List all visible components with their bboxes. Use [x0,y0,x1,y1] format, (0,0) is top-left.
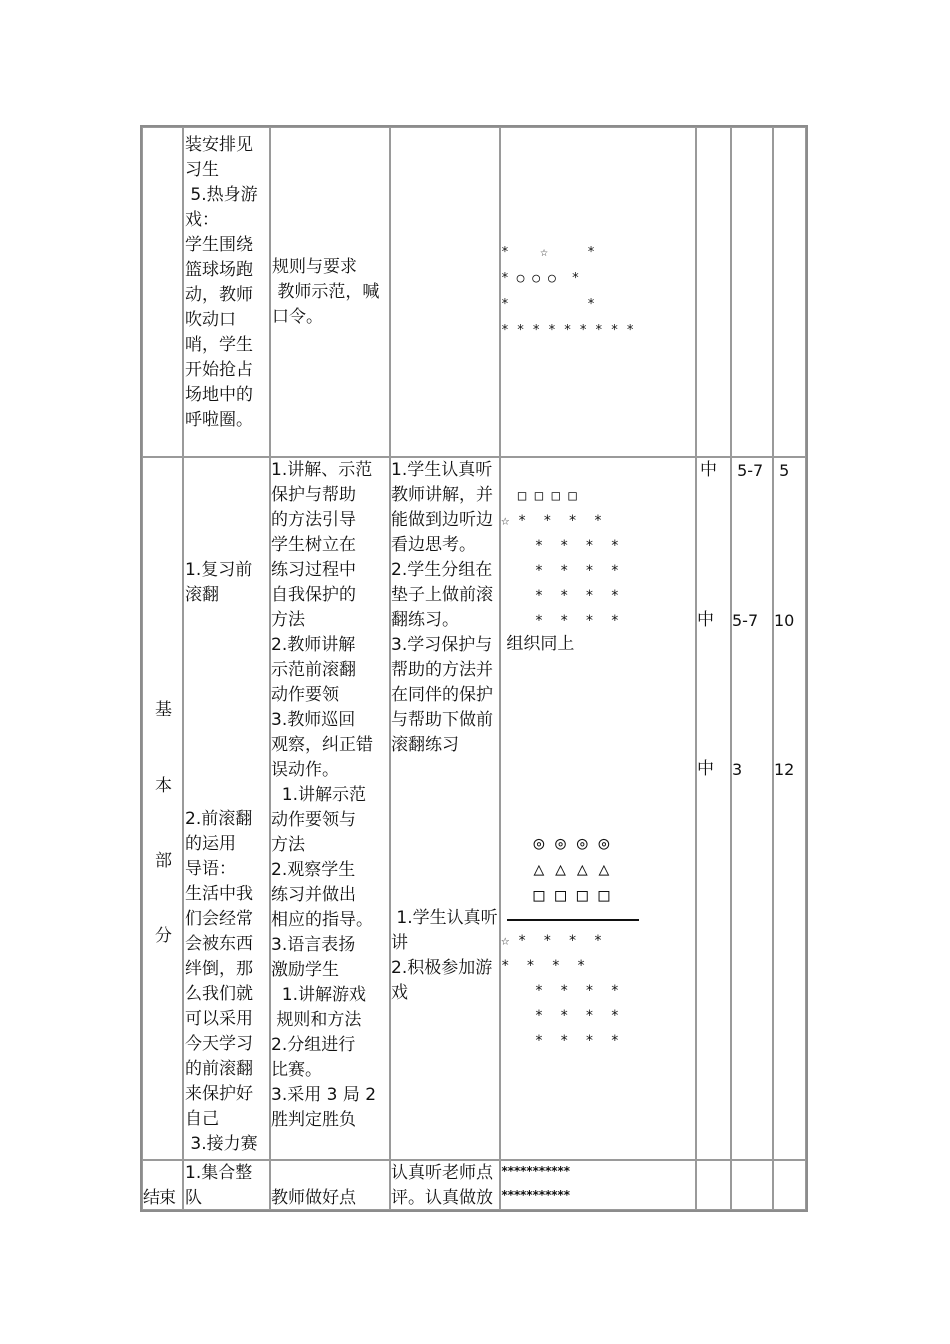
text-line: * * * * [501,588,620,604]
intensity-cell [696,1160,731,1210]
intensity-cell [696,127,731,457]
organization-cell [500,1160,696,1210]
student-text [391,1161,493,1210]
text-line: * * * * [501,563,620,579]
content-text [185,133,258,433]
text-line: 胜判定胜负 [271,1110,356,1130]
text-line: 方法 [271,835,305,855]
text-line: 场地中的 [185,385,253,405]
organization-note: 组织同上 [501,634,575,654]
section-cell [142,127,183,457]
formation-diagram [501,1160,569,1207]
formation-diagram [501,240,634,344]
text-line: * * * * [501,958,586,974]
text-line: 导语： [185,859,236,879]
table-row-main [142,457,806,1160]
text-line: 2.观察学生 [271,860,356,880]
text-line: 翻练习。 [391,610,459,630]
formation-diagram [501,484,619,634]
text-line: 滚翻 [185,585,219,605]
section-cell [142,1160,183,1210]
content-text [185,1161,252,1210]
lesson-plan-table [140,125,808,1212]
content-text [185,558,252,608]
text-line: 队 [185,1188,202,1208]
text-line: 3.采用 3 局 2 [271,1085,377,1105]
minutes-cell [773,1160,806,1210]
text-line: 绊倒，那 [185,959,253,979]
intensity-cell [696,457,731,1160]
text-line: ☆ * * * * [501,513,603,529]
text-line: 能做到边听边 [391,510,493,530]
text-line: 方法 [271,610,305,630]
teacher-text [272,255,379,330]
organization-cell [500,457,696,1160]
times-cell [731,127,773,457]
text-line: * * * * [501,538,620,554]
text-line: * * * * [501,613,620,629]
intensity-value: 中 [700,460,717,480]
text-line: 吹动口 [185,310,236,330]
text-line: 与帮助下做前 [391,710,493,730]
text-line: 口令。 [272,307,323,327]
text-line: 2.分组进行 [271,1035,356,1055]
table-row-ending [142,1160,806,1210]
teacher-cell [270,457,390,1160]
formation-diagram [501,831,609,909]
text-line: 1.讲解游戏 [271,985,367,1005]
section-char: 基 [155,700,172,720]
text-line: 1.集合整 [185,1163,253,1183]
text-line: 的前滚翻 [185,1059,253,1079]
student-cell [390,1160,500,1210]
teacher-text: 教师做好点 [271,1188,356,1208]
text-line: △ △ △ △ [501,859,610,880]
text-line: 保护与帮助 [271,485,356,505]
section-cell [142,457,183,1160]
table-row-warmup [142,127,806,457]
text-line: 3.学习保护与 [391,635,493,655]
text-line: 1.学生认真听 [391,460,493,480]
text-line: *********** [501,1164,570,1178]
text-line: ◎ ◎ ◎ ◎ [501,833,610,854]
text-line: 呼啦圈。 [185,410,253,430]
minutes-cell [773,457,806,1160]
text-line: 动，教师 [185,285,253,305]
text-line: 今天学习 [185,1034,253,1054]
text-line: 学生围绕 [185,235,253,255]
minutes-value: 10 [774,611,795,630]
times-value: 5-7 [732,611,759,630]
text-line: 规则与要求 [272,257,357,277]
text-line: 们会经常 [185,909,253,929]
student-cell [390,127,500,457]
text-line: 相应的指导。 [271,910,373,930]
text-line: 1.复习前 [185,560,253,580]
text-line: 自我保护的 [271,585,356,605]
text-line: 误动作。 [271,760,339,780]
text-line: 装安排见 [185,135,253,155]
content-text [185,807,258,1157]
text-line: 来保护好 [185,1084,253,1104]
teacher-cell [270,127,390,457]
text-line: 规则和方法 [271,1010,362,1030]
text-line: 2.学生分组在 [391,560,493,580]
text-line: 比赛。 [271,1060,322,1080]
times-value: 5-7 [732,461,764,480]
student-text [391,906,498,1006]
text-line: * ○ ○ ○ * [501,271,580,286]
text-line: * * [501,297,595,312]
content-cell [183,457,270,1160]
text-line: 讲 [391,933,408,953]
text-line: 教师讲解，并 [391,485,493,505]
teacher-text [271,458,376,1133]
text-line: 会被东西 [185,934,253,954]
times-cell [731,1160,773,1210]
text-line: 动作要领与 [271,810,356,830]
text-line: 2.积极参加游 [391,958,493,978]
text-line: 帮助的方法并 [391,660,493,680]
text-line: 1.讲解示范 [271,785,367,805]
section-label: 结束 [143,1188,175,1208]
text-line: 3.语言表扬 [271,935,356,955]
text-line: 看边思考。 [391,535,476,555]
text-line: 生活中我 [185,884,253,904]
text-line: 3.接力赛 [185,1134,258,1154]
text-line: * * * * [501,1008,620,1024]
text-line: 1.讲解、示范 [271,460,373,480]
text-line: 滚翻练习 [391,735,459,755]
organization-cell [500,127,696,457]
student-cell [390,457,500,1160]
text-line: * * * * [501,983,620,999]
text-line: 2.前滚翻 [185,809,253,829]
formation-diagram [501,929,619,1054]
text-line: □ □ □ □ [501,488,577,504]
section-char: 部 [155,851,172,871]
student-text [391,458,493,758]
text-line: 自己 [185,1109,219,1129]
text-line: 的方法引导 [271,510,356,530]
text-line: 激励学生 [271,960,339,980]
text-line: 篮球场跑 [185,260,253,280]
text-line: 3.教师巡回 [271,710,356,730]
text-line: 教师示范，喊 [272,282,380,302]
text-line: * * * * [501,1033,620,1049]
text-line: 1.学生认真听 [391,908,498,928]
text-line: 评。认真做放 [391,1188,493,1208]
minutes-value: 5 [774,461,790,480]
text-line: * * * * * * * * * [501,323,635,338]
content-cell [183,1160,270,1210]
text-line: ☆ * * * * [501,933,603,949]
section-char: 分 [155,926,172,946]
minutes-value: 12 [774,760,795,779]
text-line: 哨，学生 [185,335,253,355]
text-line: *********** [501,1188,570,1202]
text-line: 在同伴的保护 [391,685,493,705]
divider-line [507,919,639,921]
text-line: 2.教师讲解 [271,635,356,655]
text-line: □ □ □ □ [501,885,610,906]
text-line: 5.热身游 [185,185,258,205]
text-line: 开始抢占 [185,360,253,380]
text-line: * ☆ * [501,245,595,260]
text-line: 认真听老师点 [391,1163,493,1183]
text-line: 观察，纠正错 [271,735,373,755]
intensity-value: 中 [697,610,714,630]
text-line: 示范前滚翻 [271,660,356,680]
teacher-cell [270,1160,390,1210]
text-line: 学生树立在 [271,535,356,555]
text-line: 习生 [185,160,219,180]
text-line: 么我们就 [185,984,253,1004]
text-line: 动作要领 [271,685,339,705]
text-line: 的运用 [185,834,236,854]
text-line: 练习过程中 [271,560,356,580]
text-line: 戏 [391,983,408,1003]
text-line: 练习并做出 [271,885,356,905]
content-cell [183,127,270,457]
times-cell [731,457,773,1160]
minutes-cell [773,127,806,457]
text-line: 戏： [185,210,219,230]
text-line: 可以采用 [185,1009,253,1029]
text-line: 垫子上做前滚 [391,585,493,605]
section-char: 本 [155,776,172,796]
intensity-value: 中 [697,759,714,779]
times-value: 3 [732,760,743,779]
